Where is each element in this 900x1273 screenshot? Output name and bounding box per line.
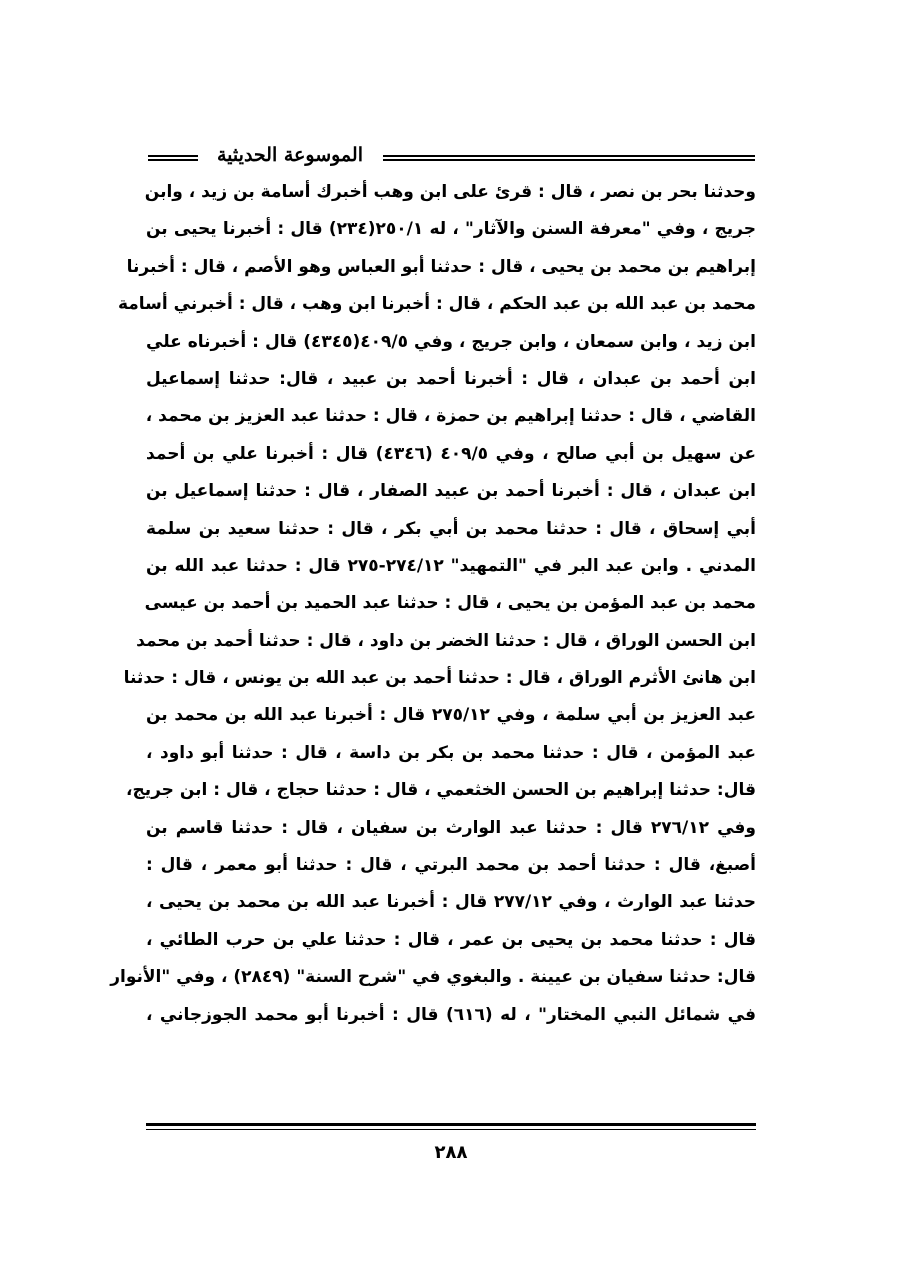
footer-rule-thin: [146, 1129, 756, 1130]
header-title: الموسوعة الحديثية: [217, 144, 363, 166]
text-line: ابن أحمد بن عبدان ، قال : أخبرنا أحمد بن عبيد ، قال: حدثنا إسماعيل: [146, 368, 756, 389]
header-rule-left: [148, 155, 198, 161]
text-line: المدني . وابن عبد البر في "التمهيد" ٢٧٤/١٢-٢٧٥ قال : حدثنا عبد الله بن: [146, 555, 756, 576]
text-line: وحدثنا بحر بن نصر ، قال : قرئ على ابن وهب أخبرك أسامة بن زيد ، وابن: [144, 182, 756, 202]
text-line: وفي ٢٧٦/١٢ قال : حدثنا عبد الوارث بن سفيان ، قال : حدثنا قاسم بن: [146, 817, 756, 838]
text-line: عن سهيل بن أبي صالح ، وفي ٤٠٩/٥ (٤٣٤٦) قال : أخبرنا علي بن أحمد: [146, 443, 756, 464]
text-line: قال: حدثنا إبراهيم بن الحسن الخثعمي ، قال : حدثنا حجاج ، قال : ابن جريج،: [125, 780, 756, 801]
text-line: ابن عبدان ، قال : أخبرنا أحمد بن عبيد الصفار ، قال : حدثنا إسماعيل بن: [146, 481, 756, 502]
text-line: حدثنا عبد الوارث ، وفي ٢٧٧/١٢ قال : أخبرنا عبد الله بن محمد بن يحيى ،: [146, 892, 757, 913]
text-line: قال: حدثنا سفيان بن عيينة . والبغوي في "شرح السنة" (٢٨٤٩) ، وفي "الأنوار: [110, 967, 756, 988]
text-line: محمد بن عبد المؤمن بن يحيى ، قال : حدثنا عبد الحميد بن أحمد بن عيسى: [144, 593, 756, 614]
text-line: عبد المؤمن ، قال : حدثنا محمد بن بكر بن داسة ، قال : حدثنا أبو داود ،: [146, 742, 756, 763]
text-line: عبد العزيز بن أبي سلمة ، وفي ٢٧٥/١٢ قال : أخبرنا عبد الله بن محمد بن: [146, 705, 756, 726]
text-line: في شمائل النبي المختار" ، له (٦١٦) قال : أخبرنا أبو محمد الجوزجاني ،: [146, 1004, 756, 1025]
footer-rule: [146, 1123, 756, 1130]
page-number: ٢٨٨: [434, 1142, 468, 1163]
text-line: ابن الحسن الوراق ، قال : حدثنا الخضر بن داود ، قال : حدثنا أحمد بن محمد: [136, 630, 756, 651]
footer-rule-thick: [146, 1123, 756, 1126]
text-line: القاضي ، قال : حدثنا إبراهيم بن حمزة ، قال : حدثنا عبد العزيز بن محمد ،: [145, 406, 756, 427]
text-line: قال : حدثنا محمد بن يحيى بن عمر ، قال : حدثنا علي بن حرب الطائي ،: [146, 929, 756, 950]
text-line: محمد بن عبد الله بن عبد الحكم ، قال : أخبرنا ابن وهب ، قال : أخبرني أسامة: [117, 294, 756, 315]
text-line: ابن هانئ الأثرم الوراق ، قال : حدثنا أحمد بن عبد الله بن يونس ، قال : حدثنا: [123, 668, 756, 689]
body-text: [110, 174, 757, 1034]
header-rule-right: [383, 155, 755, 161]
text-line: إبراهيم بن محمد بن يحيى ، قال : حدثنا أبو العباس وهو الأصم ، قال : أخبرنا: [126, 256, 756, 277]
text-line: أصبغ، قال : حدثنا أحمد بن محمد البرتي ، قال : حدثنا أبو معمر ، قال :: [146, 855, 756, 876]
running-header: [148, 140, 755, 176]
text-line: جريج ، وفي "معرفة السنن والآثار" ، له ٢٥٠/١(٢٣٤) قال : أخبرنا يحيى بن: [146, 219, 756, 240]
text-line: ابن زيد ، وابن سمعان ، وابن جريج ، وفي ٤٠٩/٥(٤٣٤٥) قال : أخبرناه علي: [146, 331, 757, 352]
text-line: أبي إسحاق ، قال : حدثنا محمد بن أبي بكر ، قال : حدثنا سعيد بن سلمة: [146, 518, 756, 539]
